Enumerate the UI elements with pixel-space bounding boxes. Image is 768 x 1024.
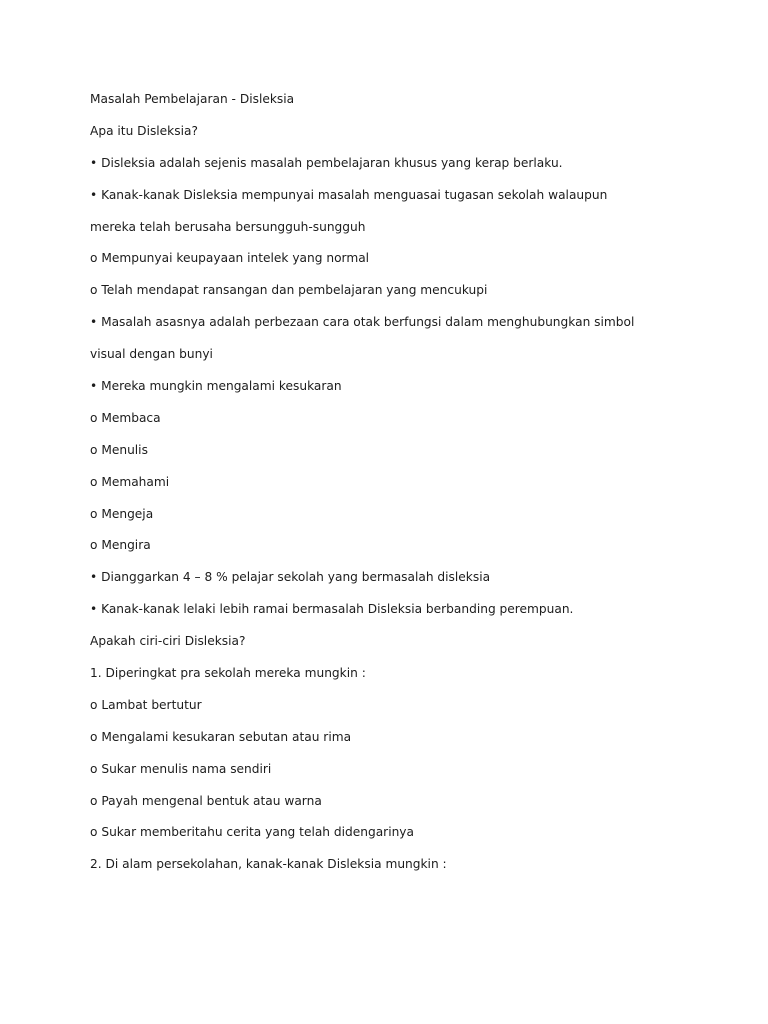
sub-bullet-item: o Lambat bertutur — [90, 697, 202, 712]
bullet-item: • Mereka mungkin mengalami kesukaran — [90, 379, 342, 394]
bullet-continuation: visual dengan bunyi — [90, 347, 213, 362]
document-title: Masalah Pembelajaran - Disleksia — [90, 92, 295, 106]
bullet-item: • Kanak-kanak Disleksia mempunyai masalah menguasai tugasan sekolah walaupun — [90, 187, 608, 202]
bullet-item: • Masalah asasnya adalah perbezaan cara otak berfungsi dalam menghubungkan simbol — [90, 315, 635, 330]
section-heading: Apa itu Disleksia? — [90, 123, 198, 138]
section-heading: Apakah ciri-ciri Disleksia? — [90, 634, 246, 649]
bullet-continuation: mereka telah berusaha bersungguh-sungguh — [90, 219, 366, 234]
sub-bullet-item: o Sukar menulis nama sendiri — [90, 761, 272, 776]
sub-bullet-item: o Menulis — [90, 442, 148, 457]
sub-bullet-item: o Memahami — [90, 474, 170, 489]
bullet-item: • Disleksia adalah sejenis masalah pembelajaran khusus yang kerap berlaku. — [90, 155, 563, 170]
sub-bullet-item: o Mempunyai keupayaan intelek yang normal — [90, 251, 370, 266]
numbered-item: 1. Diperingkat pra sekolah mereka mungkin : — [90, 666, 366, 681]
sub-bullet-item: o Mengalami kesukaran sebutan atau rima — [90, 729, 352, 744]
sub-bullet-item: o Membaca — [90, 410, 161, 425]
sub-bullet-item: o Sukar memberitahu cerita yang telah didengarinya — [90, 825, 414, 840]
bullet-item: • Kanak-kanak lelaki lebih ramai bermasalah Disleksia berbanding perempuan. — [90, 602, 574, 617]
sub-bullet-item: o Mengira — [90, 538, 151, 553]
sub-bullet-item: o Mengeja — [90, 506, 154, 521]
sub-bullet-item: o Telah mendapat ransangan dan pembelajaran yang mencukupi — [90, 283, 488, 298]
bullet-item: • Dianggarkan 4 – 8 % pelajar sekolah yang bermasalah disleksia — [90, 570, 491, 585]
numbered-item: 2. Di alam persekolahan, kanak-kanak Disleksia mungkin : — [90, 857, 447, 872]
sub-bullet-item: o Payah mengenal bentuk atau warna — [90, 793, 322, 808]
document-body — [90, 90, 730, 887]
